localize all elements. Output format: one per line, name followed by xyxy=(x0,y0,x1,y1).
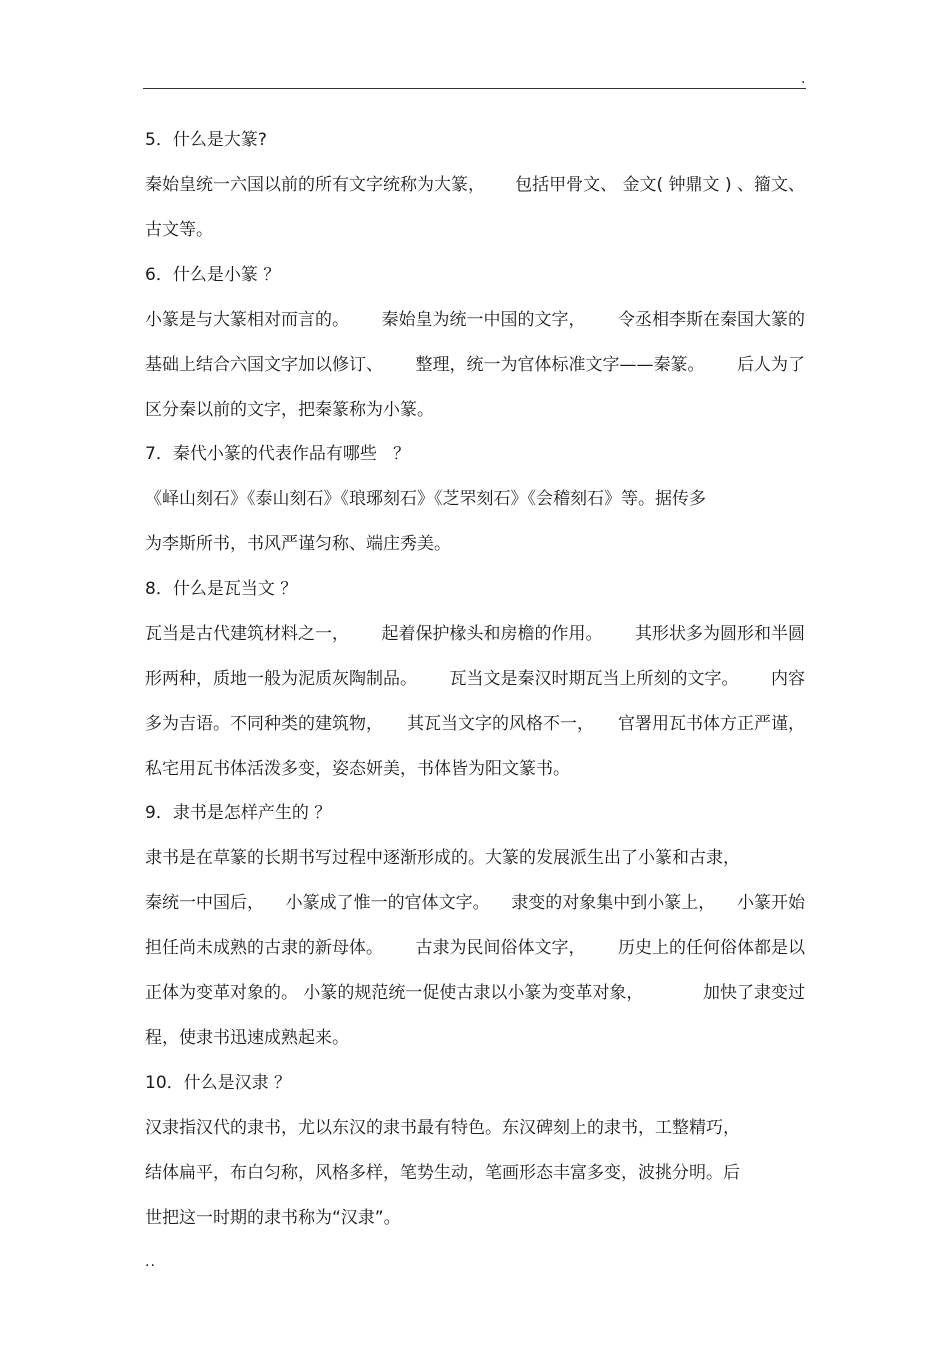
answer-line xyxy=(145,1207,401,1229)
header-mark: . xyxy=(801,71,806,87)
question-heading: 5．什么是大篆? xyxy=(145,130,267,150)
answer-text: 程，使隶书迅速成熟起来。 xyxy=(145,1028,349,1048)
answer-line xyxy=(145,623,805,645)
answer-line xyxy=(145,937,805,959)
answer-line xyxy=(145,847,740,869)
answer-line xyxy=(145,219,213,241)
answer-text: 隶书是在草篆的长期书写过程中逐渐形成的。大篆的发展派生出了小篆和古隶， xyxy=(145,848,740,868)
answer-line xyxy=(145,399,434,421)
answer-text: 加快了隶变过 xyxy=(703,983,805,1003)
answer-text: 令丞相李斯在秦国大篆的 xyxy=(618,310,805,330)
answer-text: 瓦当是古代建筑材料之一， xyxy=(145,624,349,644)
answer-text: 私宅用瓦书体活泼多变，姿态妍美，书体皆为阳文篆书。 xyxy=(145,759,570,779)
answer-text: 秦始皇为统一中国的文字， xyxy=(381,310,586,330)
answer-text: 官署用瓦书体方正严谨， xyxy=(618,714,805,734)
answer-text: 后人为了 xyxy=(737,355,805,375)
header-rule xyxy=(143,88,806,89)
answer-text: 秦始皇统一六国以前的所有文字统称为大篆， xyxy=(145,175,485,195)
answer-line xyxy=(145,713,805,735)
answer-text: 隶变的对象集中到小篆上， xyxy=(511,893,716,913)
answer-line xyxy=(145,1027,349,1049)
answer-text: 基础上结合六国文字加以修订、 xyxy=(145,355,383,375)
answer-line xyxy=(145,668,805,690)
answer-line xyxy=(145,309,805,331)
answer-text: 古隶为民间俗体文字， xyxy=(415,938,586,958)
answer-line xyxy=(145,892,805,914)
question-heading: 9．隶书是怎样产生的 ？ xyxy=(145,803,332,823)
answer-text: 正体为变革对象的。 小篆的规范统一促使古隶以小篆为变革对象， xyxy=(145,983,644,1003)
answer-text: 其形状多为圆形和半圆 xyxy=(635,624,805,644)
answer-line xyxy=(145,354,805,376)
answer-text: 秦统一中国后， xyxy=(145,893,264,913)
answer-text: 瓦当文是秦汉时期瓦当上所刻的文字。 xyxy=(449,669,739,689)
answer-line xyxy=(145,1117,740,1139)
answer-text: 其瓦当文字的风格不一， xyxy=(407,714,594,734)
answer-text: 历史上的任何俗体都是以 xyxy=(618,938,805,958)
answer-text: 小篆成了惟一的官体文字。 xyxy=(285,893,490,913)
answer-text: 内容 xyxy=(771,669,805,689)
answer-text: 古文等。 xyxy=(145,220,213,240)
answer-text: 结体扁平，布白匀称，风格多样，笔势生动，笔画形态丰富多变，波挑分明。后 xyxy=(145,1163,740,1183)
question-heading: 10．什么是汉隶 ？ xyxy=(145,1073,292,1093)
question-heading: 8．什么是瓦当文 ？ xyxy=(145,579,298,599)
answer-line xyxy=(145,174,805,196)
answer-text: 汉隶指汉代的隶书，尤以东汉的隶书最有特色。东汉碑刻上的隶书，工整精巧， xyxy=(145,1118,740,1138)
answer-text: 区分秦以前的文字，把秦篆称为小篆。 xyxy=(145,400,434,420)
answer-text: 世把这一时期的隶书称为“汉隶”。 xyxy=(145,1208,401,1228)
footer-mark: .. xyxy=(145,1254,156,1270)
answer-text: 小篆开始 xyxy=(736,893,805,913)
question-heading: 7．秦代小篆的代表作品有哪些 ？ xyxy=(145,444,411,464)
answer-text: 担任尚未成熟的古隶的新母体。 xyxy=(145,938,383,958)
answer-text: 为李斯所书，书风严谨匀称、端庄秀美。 xyxy=(145,534,451,554)
answer-text: 《峄山刻石》《泰山刻石》《琅琊刻石》《芝罘刻石》《会稽刻石》等。据传多 xyxy=(145,489,706,509)
answer-text: 多为吉语。不同种类的建筑物， xyxy=(145,714,383,734)
answer-text: 起着保护椽头和房檐的作用。 xyxy=(381,624,603,644)
answer-line xyxy=(145,1162,740,1184)
answer-text: 整理，统一为官体标准文字——秦篆。 xyxy=(415,355,705,375)
answer-line xyxy=(145,758,570,780)
answer-line xyxy=(145,488,706,510)
answer-line xyxy=(145,982,805,1004)
answer-text: 包括甲骨文、 金文( 钟鼎文 ) 、籀文、 xyxy=(515,175,805,195)
answer-text: 形两种，质地一般为泥质灰陶制品。 xyxy=(145,669,417,689)
question-heading: 6．什么是小篆 ？ xyxy=(145,265,281,285)
answer-line xyxy=(145,533,451,555)
answer-text: 小篆是与大篆相对而言的。 xyxy=(145,310,349,330)
